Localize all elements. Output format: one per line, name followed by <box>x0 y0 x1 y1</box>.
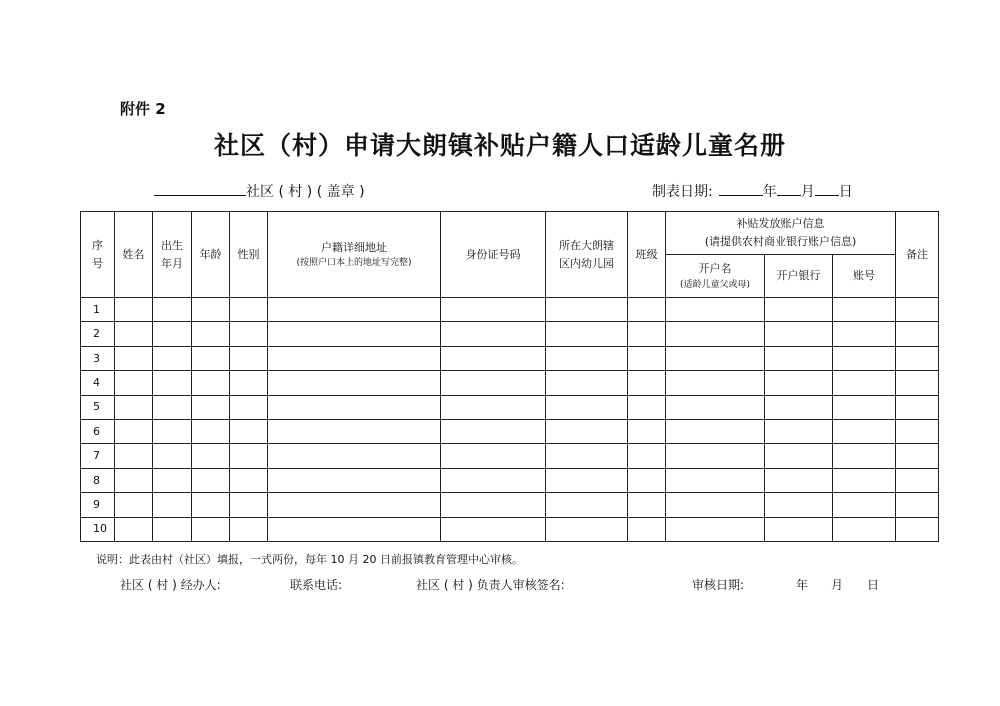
table-cell <box>628 322 666 346</box>
table-cell <box>153 468 192 492</box>
table-cell <box>546 346 628 370</box>
table-cell <box>230 444 268 468</box>
table-cell <box>833 493 896 517</box>
table-cell <box>765 395 833 419</box>
row-number: 1 <box>81 298 115 322</box>
table-cell <box>833 322 896 346</box>
table-cell <box>268 517 441 541</box>
header-address <box>268 212 441 298</box>
table-cell <box>268 371 441 395</box>
table-cell <box>441 371 546 395</box>
header-account-group <box>666 212 896 255</box>
table-cell <box>833 395 896 419</box>
table-cell <box>896 346 939 370</box>
row-number: 10 <box>81 517 115 541</box>
row-number: 2 <box>81 322 115 346</box>
community-label: 社区 ( 村 ) ( 盖章 ) <box>246 184 365 200</box>
table-cell <box>896 468 939 492</box>
table-cell <box>441 322 546 346</box>
header-kindergarten-line1: 所在大朗辖 <box>559 238 614 252</box>
table-cell <box>765 468 833 492</box>
table-cell <box>268 395 441 419</box>
table-cell <box>441 493 546 517</box>
table-cell <box>833 517 896 541</box>
table-cell <box>230 493 268 517</box>
table-cell <box>153 444 192 468</box>
table-cell <box>441 346 546 370</box>
day-label: 日 <box>838 184 853 200</box>
table-cell <box>230 298 268 322</box>
table-cell <box>666 419 765 443</box>
footer-leader: 社区 ( 村 ) 负责人审核签名: <box>416 578 565 592</box>
table-row <box>81 468 939 492</box>
table-cell <box>765 517 833 541</box>
table-cell <box>666 468 765 492</box>
table-row <box>81 395 939 419</box>
table-cell <box>268 493 441 517</box>
table-cell <box>153 517 192 541</box>
table-row <box>81 493 939 517</box>
table-cell <box>153 322 192 346</box>
header-id: 身份证号码 <box>441 212 546 298</box>
table-cell <box>628 517 666 541</box>
table-cell <box>896 517 939 541</box>
row-number: 3 <box>81 346 115 370</box>
table-cell <box>896 444 939 468</box>
table-cell <box>115 322 153 346</box>
table-cell <box>192 298 230 322</box>
footer-year: 年 <box>796 578 809 592</box>
table-cell <box>153 371 192 395</box>
header-gender: 性别 <box>230 212 268 298</box>
table-cell <box>153 493 192 517</box>
table-cell <box>230 468 268 492</box>
table-cell <box>546 322 628 346</box>
table-cell <box>546 468 628 492</box>
table-cell <box>115 468 153 492</box>
table-cell <box>115 493 153 517</box>
row-number: 9 <box>81 493 115 517</box>
table-row <box>81 444 939 468</box>
table-cell <box>192 444 230 468</box>
table-cell <box>666 395 765 419</box>
table-cell <box>666 444 765 468</box>
table-cell <box>230 322 268 346</box>
table-cell <box>896 419 939 443</box>
header-name: 姓名 <box>115 212 153 298</box>
table-cell <box>546 493 628 517</box>
header-kindergarten <box>546 212 628 298</box>
header-seq-line2: 号 <box>92 256 103 270</box>
table-cell <box>192 395 230 419</box>
row-number: 5 <box>81 395 115 419</box>
header-bank: 开户银行 <box>765 255 833 298</box>
header-age: 年龄 <box>192 212 230 298</box>
table-cell <box>765 493 833 517</box>
table-cell <box>628 493 666 517</box>
table-row <box>81 371 939 395</box>
header-holder-title: 开户名 <box>698 262 732 275</box>
table-row <box>81 298 939 322</box>
header-birth-line1: 出生 <box>161 238 183 252</box>
table-cell <box>546 419 628 443</box>
table-cell <box>765 444 833 468</box>
table-cell <box>115 517 153 541</box>
row-number: 4 <box>81 371 115 395</box>
row-number: 6 <box>81 419 115 443</box>
table-cell <box>230 517 268 541</box>
table-cell <box>896 298 939 322</box>
day-blank <box>815 181 839 196</box>
table-cell <box>115 346 153 370</box>
table-cell <box>666 322 765 346</box>
header-remark: 备注 <box>896 212 939 298</box>
table-cell <box>765 322 833 346</box>
table-header-row <box>81 212 939 255</box>
header-account-no: 账号 <box>833 255 896 298</box>
table-cell <box>441 395 546 419</box>
footer-review-date: 审核日期: <box>692 578 745 592</box>
table-cell <box>153 419 192 443</box>
table-cell <box>628 395 666 419</box>
table-cell <box>546 517 628 541</box>
date-line <box>652 181 853 201</box>
table-cell <box>628 346 666 370</box>
table-cell <box>833 346 896 370</box>
table-cell <box>666 346 765 370</box>
table-cell <box>896 322 939 346</box>
children-roster-table <box>80 211 939 542</box>
table-cell <box>115 444 153 468</box>
table-cell <box>441 298 546 322</box>
table-cell <box>833 371 896 395</box>
table-cell <box>546 371 628 395</box>
table-cell <box>230 346 268 370</box>
community-stamp-line <box>154 181 365 201</box>
table-cell <box>546 444 628 468</box>
table-cell <box>896 395 939 419</box>
month-label: 月 <box>800 184 815 200</box>
table-cell <box>628 419 666 443</box>
table-cell <box>628 298 666 322</box>
footer-month: 月 <box>831 578 844 592</box>
year-label: 年 <box>762 184 777 200</box>
table-cell <box>192 371 230 395</box>
table-cell <box>833 419 896 443</box>
table-cell <box>192 346 230 370</box>
table-row <box>81 517 939 541</box>
table-cell <box>153 298 192 322</box>
header-birth <box>153 212 192 298</box>
header-class: 班级 <box>628 212 666 298</box>
table-cell <box>153 395 192 419</box>
table-cell <box>268 419 441 443</box>
table-cell <box>628 371 666 395</box>
table-cell <box>765 371 833 395</box>
table-cell <box>230 371 268 395</box>
table-cell <box>765 346 833 370</box>
table-cell <box>115 298 153 322</box>
table-cell <box>441 444 546 468</box>
table-cell <box>628 444 666 468</box>
table-cell <box>833 298 896 322</box>
table-row <box>81 419 939 443</box>
month-blank <box>777 181 801 196</box>
table-cell <box>628 468 666 492</box>
form-note: 说明：此表由村（社区）填报，一式两份，每年 10 月 20 日前报镇教育管理中心审核。 <box>96 553 523 566</box>
table-cell <box>192 419 230 443</box>
header-kindergarten-line2: 区内幼儿园 <box>559 256 614 270</box>
header-seq-line1: 序 <box>92 238 103 252</box>
table-cell <box>546 395 628 419</box>
table-cell <box>896 371 939 395</box>
table-cell <box>230 419 268 443</box>
date-label: 制表日期: <box>652 184 713 200</box>
table-cell <box>268 322 441 346</box>
table-cell <box>765 419 833 443</box>
table-cell <box>765 298 833 322</box>
header-address-note: (按照户口本上的地址写完整) <box>296 258 412 269</box>
header-seq <box>81 212 115 298</box>
year-blank <box>719 181 763 196</box>
table-cell <box>896 493 939 517</box>
footer-day: 日 <box>867 578 880 592</box>
table-cell <box>115 395 153 419</box>
table-cell <box>546 298 628 322</box>
table-cell <box>441 419 546 443</box>
table-row <box>81 322 939 346</box>
footer-phone: 联系电话: <box>290 578 343 592</box>
header-birth-line2: 年月 <box>161 256 183 270</box>
table-cell <box>230 395 268 419</box>
table-cell <box>666 493 765 517</box>
table-cell <box>833 468 896 492</box>
community-blank <box>154 181 246 196</box>
table-cell <box>115 419 153 443</box>
table-row <box>81 346 939 370</box>
table-cell <box>192 517 230 541</box>
table-cell <box>153 346 192 370</box>
table-cell <box>666 298 765 322</box>
row-number: 8 <box>81 468 115 492</box>
table-cell <box>268 346 441 370</box>
table-cell <box>268 444 441 468</box>
table-cell <box>833 444 896 468</box>
header-holder <box>666 255 765 298</box>
row-number: 7 <box>81 444 115 468</box>
table-cell <box>192 468 230 492</box>
table-cell <box>441 468 546 492</box>
table-cell <box>192 493 230 517</box>
header-holder-note: (适龄儿童父或母) <box>679 279 751 290</box>
header-address-title: 户籍详细地址 <box>321 240 387 254</box>
table-cell <box>666 371 765 395</box>
page-title: 社区（村）申请大朗镇补贴户籍人口适龄儿童名册 <box>213 131 786 160</box>
table-cell <box>268 298 441 322</box>
header-account-group-title: 补贴发放账户信息 <box>736 217 825 231</box>
attachment-label: 附件 2 <box>120 100 166 118</box>
table-cell <box>192 322 230 346</box>
table-cell <box>666 517 765 541</box>
footer-handler: 社区 ( 村 ) 经办人: <box>120 578 221 592</box>
header-account-group-note: (请提供农村商业银行账户信息) <box>704 235 857 248</box>
table-cell <box>268 468 441 492</box>
table-cell <box>441 517 546 541</box>
table-cell <box>115 371 153 395</box>
